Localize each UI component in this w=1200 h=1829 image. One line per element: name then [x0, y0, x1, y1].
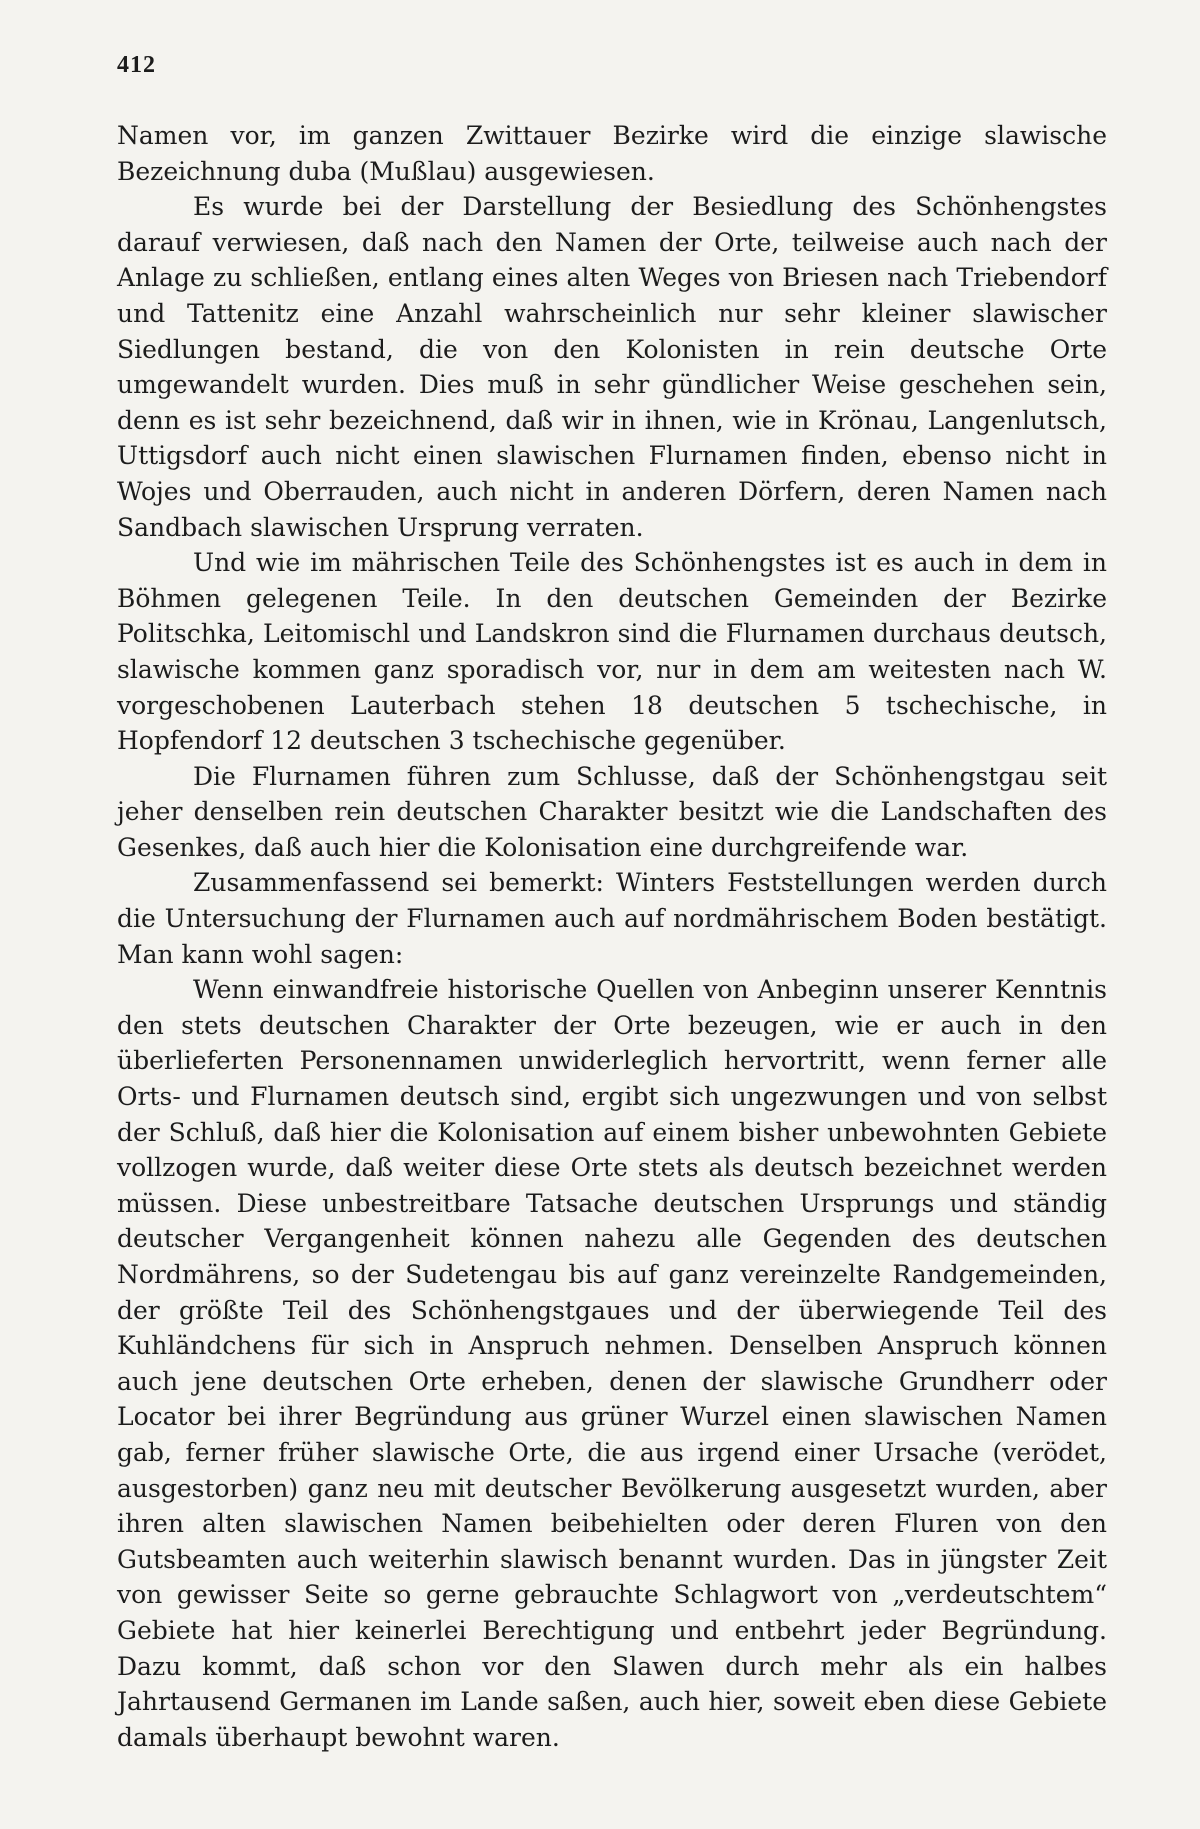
paragraph-settlement: Es wurde bei der Darstellung der Besiedlung des Schönhengstes darauf verwiesen, daß nach den Namen der Orte, teilweise auch nach der Anlage zu schließen, entlang eines alten Weges von Briesen nach Triebendorf und Tattenitz eine Anzahl wahrscheinlich nur sehr kleiner slawischer Siedlungen bestand, die von den Kolonisten in rein deutsche Orte umgewandelt wurden. Dies muß in sehr gündlicher Weise geschehen sein, denn es ist sehr bezeichnend, daß wir in ihnen, wie in Krönau, Langenlutsch, Uttigsdorf auch nicht einen slawischen Flurnamen finden, ebenso nicht in Wojes und Oberrauden, auch nicht in anderen Dörfern, deren Namen nach Sandbach slawischen Ursprung verraten. [117, 192, 1107, 542]
page-number: 412 [117, 52, 156, 78]
paragraph-summary: Zusammenfassend sei bemerkt: Winters Feststellungen werden durch die Untersuchung der Flurnamen auch auf nordmährischem Boden bestätigt. Man kann wohl sagen: [117, 868, 1107, 969]
paragraph-bohemia: Und wie im mährischen Teile des Schönhengstes ist es auch in dem in Böhmen gelegenen Teile. In den deutschen Gemeinden der Bezirke Politschka, Leitomischl und Landskron sind die Flurnamen durchaus deutsch, slawische kommen ganz sporadisch vor, nur in dem am weitesten nach W. vorgeschobenen Lauterbach stehen 18 deutschen 5 tschechische, in Hopfendorf 12 deutschen 3 tschechische gegenüber. [117, 548, 1107, 756]
paragraph-final: Wenn einwandfreie historische Quellen von Anbeginn unserer Kenntnis den stets deutschen Charakter der Orte bezeugen, wie er auch in den überlieferten Personennamen unwiderleglich hervortritt, wenn ferner alle Orts- und Flurnamen deutsch sind, ergibt sich ungezwungen und von selbst der Schluß, daß hier die Kolonisation auf einem bisher unbewohnten Gebiete vollzogen wurde, daß weiter diese Orte stets als deutsch bezeichnet werden müssen. Diese unbestreitbare Tatsache deutschen Ursprungs und ständig deutscher Vergangenheit können nahezu alle Gegenden des deutschen Nordmährens, so der Sudetengau bis auf ganz vereinzelte Randgemeinden, der größte Teil des Schönhengstgaues und der überwiegende Teil des Kuhländchens für sich in Anspruch nehmen. Denselben Anspruch können auch jene deutschen Orte erheben, denen der slawische Grundherr oder Locator bei ihrer Begründung aus grüner Wurzel einen slawischen Namen gab, ferner früher slawische Orte, die aus irgend einer Ursache (verödet, ausgestorben) ganz neu mit deutscher Bevölkerung ausgesetzt wurden, aber ihren alten slawischen Namen beibehielten oder deren Fluren von den Gutsbeamten auch weiterhin slawisch benannt wurden. Das in jüngster Zeit von gewisser Seite so gerne gebrauchte Schlagwort von „verdeutschtem“ Gebiete hat hier keinerlei Berechtigung und entbehrt jeder Begründung. Dazu kommt, daß schon vor den Slawen durch mehr als ein halbes Jahrtausend Germanen im Lande saßen, auch hier, soweit eben diese Gebiete damals überhaupt bewohnt waren. [117, 975, 1107, 1752]
paragraph-continuation: Namen vor, im ganzen Zwittauer Bezirke wird die einzige slawische Bezeichnung duba (Mußlau) ausgewiesen. [117, 121, 1107, 186]
paragraph-conclusion: Die Flurnamen führen zum Schlusse, daß der Schönhengstgau seit jeher denselben rein deutschen Charakter besitzt wie die Landschaften des Gesenkes, daß auch hier die Kolonisation eine durchgreifende war. [117, 761, 1107, 862]
body-text [117, 118, 1107, 1755]
